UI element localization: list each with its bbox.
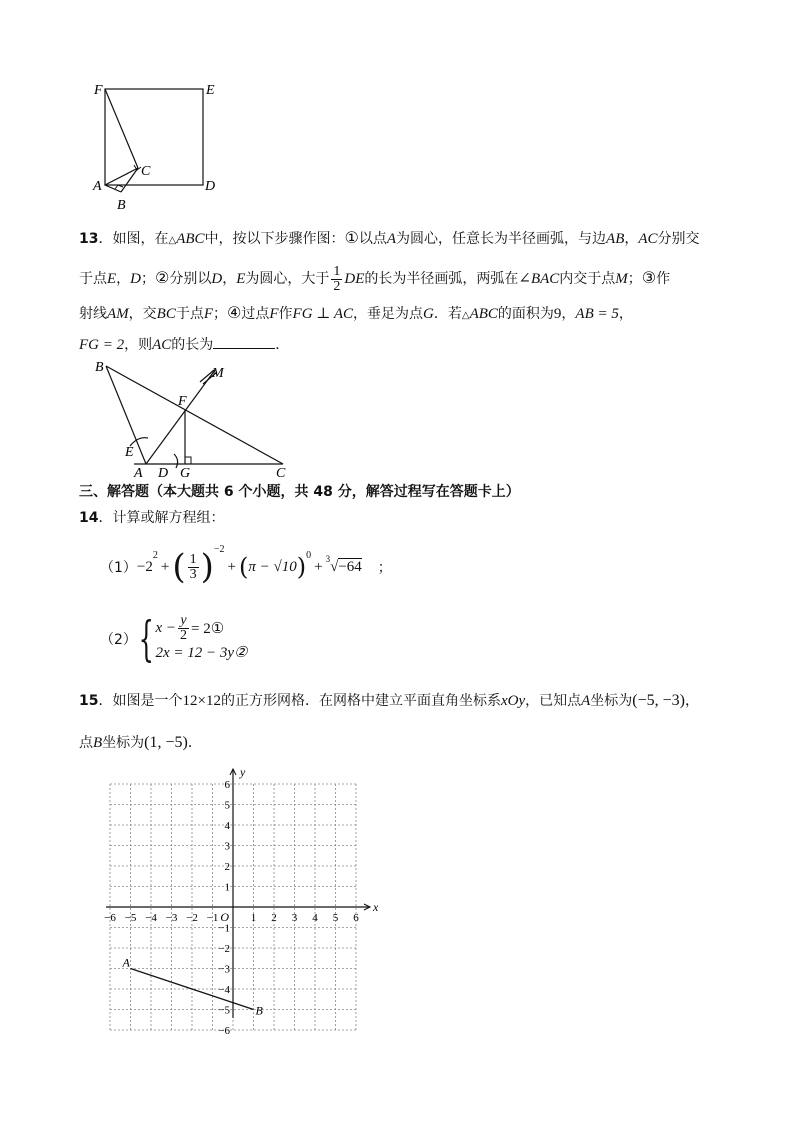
math-abc: ABC	[469, 306, 498, 322]
step-4-marker: ④	[227, 303, 242, 322]
paren-left: (	[172, 547, 186, 587]
q14-part-2	[100, 612, 247, 666]
math-exponent: −2	[213, 544, 225, 555]
x-tick-label: 1	[250, 912, 257, 924]
segment-fc	[105, 89, 138, 168]
text: ，	[222, 271, 237, 287]
text: 的面积为	[497, 306, 554, 322]
text: ；	[627, 271, 642, 287]
math-plus: +	[227, 558, 236, 575]
math-grid-size: 12×12	[182, 693, 221, 709]
text: 点	[79, 735, 93, 751]
x-tick-label: −3	[165, 912, 178, 924]
question-14-title	[79, 508, 719, 528]
text: ，则	[124, 337, 153, 353]
y-tick-label: 6	[224, 779, 230, 791]
math-ac: AC	[152, 337, 172, 353]
math-b-coordinates: (1, −5)	[144, 734, 188, 751]
text: 的长为	[171, 337, 214, 353]
y-axis-label: y	[240, 765, 246, 779]
text: 中，按以下步骤作图：	[204, 231, 345, 247]
ray-am	[146, 370, 215, 464]
y-tick-label: −6	[218, 1025, 230, 1037]
text: 为圆心，任意长为半径画弧，与边	[396, 231, 607, 247]
text: ，垂足为点	[353, 306, 424, 322]
eq1-left: x −	[155, 619, 176, 636]
segment-ac	[105, 168, 138, 185]
math-area-value: 9	[553, 306, 562, 322]
label-f: F	[178, 394, 187, 409]
math-bc: BC	[156, 306, 176, 322]
text: 坐标为	[590, 693, 633, 709]
text: ．如图是一个	[98, 693, 183, 709]
text: ，交	[128, 306, 157, 322]
text: ．计算或解方程组：	[98, 510, 225, 526]
math-exponent: 2	[152, 550, 158, 561]
coordinate-grid	[88, 762, 378, 1052]
point-b-label: B	[255, 1003, 263, 1018]
text: ，	[116, 271, 131, 287]
axes	[106, 765, 378, 1018]
math-g: G	[423, 306, 434, 322]
label-c: C	[276, 466, 286, 480]
arc-d	[174, 454, 178, 468]
y-tick-label: −4	[218, 984, 230, 996]
text: 分别交	[657, 231, 700, 247]
text: 以点	[358, 231, 387, 247]
tick-labels	[104, 779, 359, 1037]
math-am: AM	[107, 306, 129, 322]
text: ，	[618, 306, 633, 322]
label-a: A	[134, 466, 143, 480]
text: 的长为半径画弧，两弧在	[364, 271, 519, 287]
label-m: M	[212, 366, 224, 381]
text: 内交于点	[559, 271, 616, 287]
text: ；	[377, 560, 392, 576]
y-tick-label: 4	[224, 820, 230, 832]
x-tick-label: 6	[353, 912, 359, 924]
math-radicand: −64	[338, 559, 362, 575]
step-2-marker: ②	[155, 268, 170, 287]
right-angle-mark-g	[185, 457, 191, 464]
point-a-label: A	[122, 955, 130, 970]
text: ．	[275, 337, 290, 353]
section-heading: 三、解答题（本大题共 6 个小题，共 48 分，解答过程写在答题卡上）	[79, 484, 520, 500]
eq1-right: = 2①	[191, 620, 225, 637]
label-f: F	[94, 83, 103, 98]
text: ，	[561, 306, 576, 322]
text: ．	[187, 735, 202, 751]
square-fedb	[105, 89, 203, 185]
y-tick-label: −3	[218, 963, 230, 976]
question-number: 15	[79, 693, 99, 709]
y-tick-label: −2	[218, 943, 230, 955]
math-plus: +	[160, 558, 170, 575]
points	[122, 956, 264, 1018]
text: 的正方形网格．在网格中建立平面直角坐标系	[220, 693, 501, 709]
question-number: 14	[79, 510, 99, 526]
math-abc: ABC	[176, 231, 205, 247]
label-g: G	[180, 466, 191, 480]
question-15	[79, 690, 719, 754]
root-index: 3	[325, 554, 331, 564]
math-d: D	[211, 271, 223, 287]
question-number: 13	[79, 231, 99, 247]
text: ；	[141, 271, 156, 287]
math-f: F	[269, 306, 279, 322]
math-xoy: xOy	[500, 693, 526, 709]
label-b: B	[95, 360, 104, 375]
segment-ab	[105, 185, 121, 192]
text: 于点	[175, 306, 204, 322]
step-1-marker: ①	[344, 228, 359, 247]
math-m: M	[615, 271, 628, 287]
text: ；	[213, 306, 228, 322]
q14-part-1	[100, 542, 392, 592]
part-label: （2）	[100, 632, 137, 648]
label-a: A	[93, 179, 102, 194]
label-b: B	[117, 198, 126, 213]
y-tick-label: 5	[224, 799, 230, 812]
text: 于点	[79, 271, 107, 287]
text: ，已知点	[525, 693, 582, 709]
math-ac: AC	[638, 231, 658, 247]
label-d: D	[205, 179, 216, 194]
math-e: E	[107, 271, 117, 287]
math-angle-bac: ∠BAC	[518, 271, 560, 287]
step-3-marker: ③	[641, 268, 657, 287]
square-figure	[88, 78, 228, 213]
answer-blank[interactable]	[213, 334, 275, 349]
text: ，	[624, 231, 639, 247]
x-tick-label: 3	[291, 912, 298, 924]
x-tick-label: 4	[312, 912, 318, 924]
fraction-y-over-2: $\frac{y}{2}$	[180, 612, 187, 643]
y-tick-label: 1	[224, 881, 230, 894]
math-fg-equals-2: FG = 2	[79, 337, 125, 353]
x-tick-label: −1	[206, 912, 219, 924]
x-tick-label: −5	[124, 912, 137, 924]
x-tick-label: −6	[104, 912, 116, 924]
equation-system	[155, 614, 247, 664]
origin-label: O	[220, 910, 229, 924]
text: 坐标为	[102, 735, 145, 751]
math-ab: AB	[606, 231, 625, 247]
x-axis-label: x	[373, 900, 378, 914]
y-tick-label: −5	[218, 1004, 230, 1017]
y-tick-label: 3	[224, 840, 230, 853]
x-tick-label: −2	[186, 912, 198, 924]
math-a: A	[386, 231, 397, 247]
triangle-figure	[90, 358, 300, 480]
fraction-one-half: $\frac{1}{2}$	[333, 263, 341, 294]
paren-right: )	[200, 547, 214, 587]
text: 作	[278, 306, 293, 322]
label-d: D	[158, 466, 169, 480]
math-e: E	[236, 271, 246, 287]
x-tick-label: 5	[332, 912, 339, 924]
paren-right: )	[296, 553, 307, 581]
math-exponent: 0	[306, 550, 312, 561]
right-angle-mark-b	[115, 185, 123, 189]
y-tick-label: −1	[218, 922, 230, 935]
math-a: A	[581, 693, 591, 709]
question-13	[79, 228, 719, 360]
math-plus: +	[314, 558, 323, 575]
x-tick-label: −4	[145, 912, 157, 924]
eq2: 2x = 12 − 3y②	[155, 645, 248, 661]
text: ．若	[433, 306, 462, 322]
segment-bc	[121, 168, 138, 192]
text: ．如图，在	[98, 231, 169, 247]
x-tick-label: 2	[271, 912, 277, 924]
triangle-symbol: △	[168, 235, 177, 246]
math-fg-perp-ac: FG ⊥ AC	[292, 306, 354, 322]
math-d: D	[130, 271, 142, 287]
brace-left: {	[138, 611, 154, 667]
math-term: −2	[136, 558, 153, 575]
text: 分别以	[169, 271, 212, 287]
y-tick-label: 2	[224, 861, 230, 873]
math-pi-minus-root10: π − √10	[248, 558, 297, 575]
radical-sign: √	[330, 558, 339, 575]
text: 作	[656, 271, 671, 287]
part-label: （1）	[100, 560, 137, 576]
label-c: C	[141, 164, 151, 179]
text: 为圆心，大于	[245, 271, 330, 287]
math-f: F	[203, 306, 214, 322]
fraction-one-third: $\frac{1}{3}$	[189, 551, 197, 582]
math-a-coordinates: (−5, −3)	[632, 692, 685, 709]
triangle-symbol: △	[461, 310, 470, 321]
label-e: E	[125, 445, 134, 460]
text: 过点	[241, 306, 270, 322]
math-ab-equals-5: AB = 5	[575, 306, 619, 322]
paren-left: (	[239, 553, 249, 581]
math-b: B	[93, 735, 103, 751]
text: 射线	[79, 306, 107, 322]
text: ，	[684, 693, 699, 709]
math-de: DE	[344, 271, 365, 287]
label-e: E	[206, 83, 215, 98]
